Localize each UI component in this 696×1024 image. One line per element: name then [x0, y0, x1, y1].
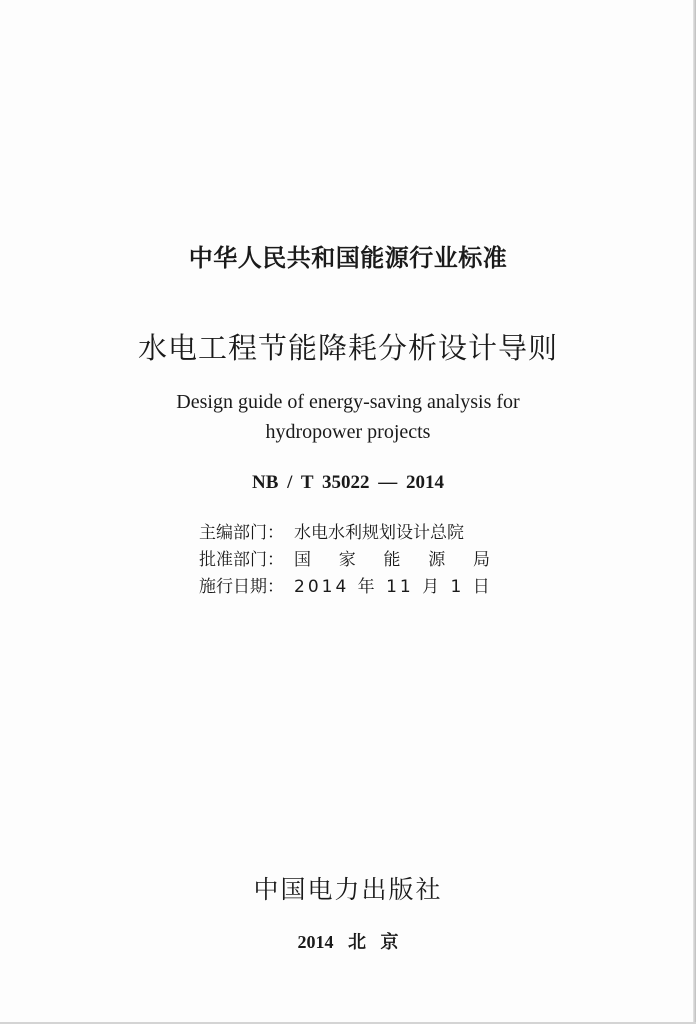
standard-category: 中华人民共和国能源行业标准 — [188, 244, 508, 272]
editor-value: 水电水利规划设计总院 — [294, 523, 464, 543]
approver-value — [294, 547, 490, 574]
approver-char: 家 — [338, 550, 356, 570]
title-english-line-1: Design guide of energy-saving analysis for — [176, 391, 520, 413]
standard-number: NB / T 35022 — 2014 — [252, 472, 444, 493]
approver-char: 局 — [473, 550, 490, 570]
editor-label: 主编部门： — [199, 523, 284, 543]
editor-row — [199, 520, 493, 547]
approver-char: 能 — [383, 550, 401, 570]
approver-row — [199, 547, 493, 574]
title-english-line-2: hydropower projects — [265, 421, 431, 443]
title-chinese: 水电工程节能降耗分析设计导则 — [137, 331, 558, 365]
metadata-block — [199, 520, 493, 601]
publication-year-place: 2014 北 京 — [297, 932, 399, 952]
approver-char: 国 — [294, 550, 311, 570]
date-value: 2014 年 11 月 1 日 — [294, 577, 493, 597]
approver-char: 源 — [428, 550, 446, 570]
date-label: 施行日期： — [199, 577, 284, 597]
date-row — [199, 574, 493, 601]
approver-label: 批准部门： — [199, 550, 284, 570]
publisher-name: 中国电力出版社 — [253, 875, 443, 904]
